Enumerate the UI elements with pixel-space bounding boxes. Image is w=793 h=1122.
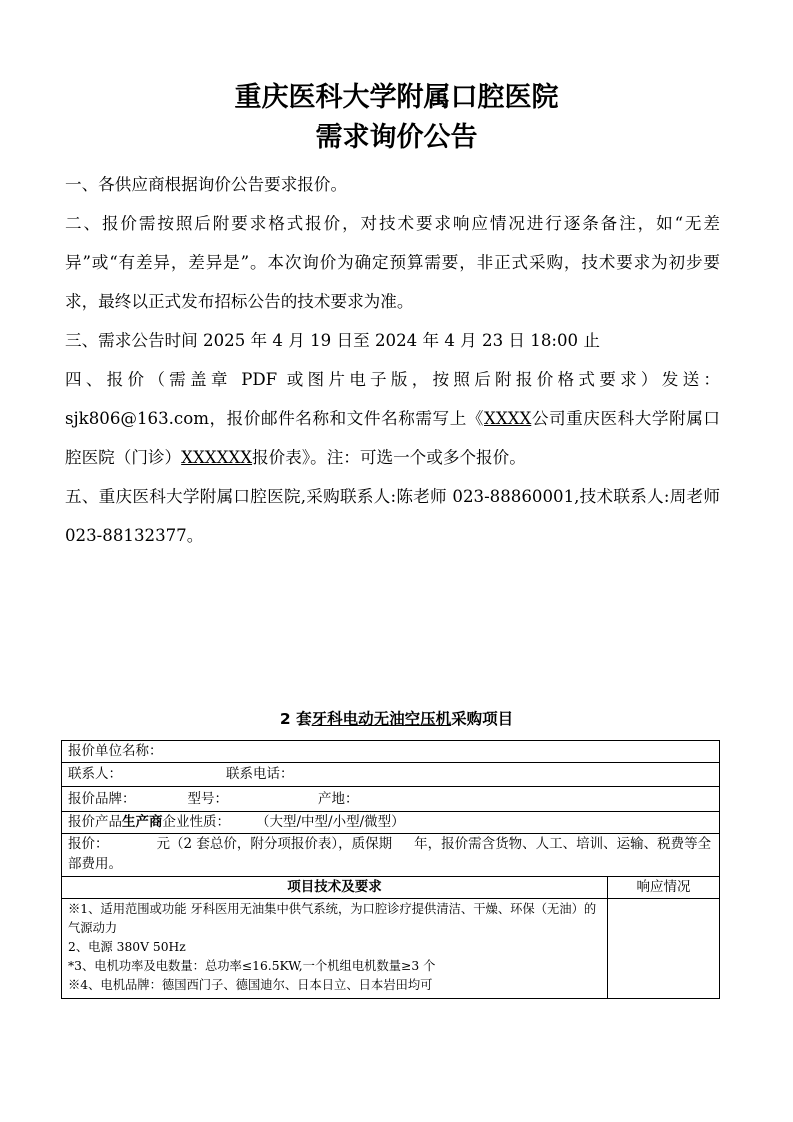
nature-suffix: 企业性质： xyxy=(162,814,230,830)
form-row-price xyxy=(62,834,719,877)
brand-label: 报价品牌： xyxy=(68,791,136,807)
requirement-item: 2、电源 380V 50Hz xyxy=(68,940,186,954)
nature-options: （大型/中型/小型/微型） xyxy=(256,814,405,830)
nature-bold: 生产商 xyxy=(122,814,163,830)
requirements-column xyxy=(62,877,608,998)
price-text-a: 元（2 套总价，附分项报价表），质保期 xyxy=(156,836,393,852)
hospital-title: 重庆医科大学附属口腔医院 xyxy=(234,82,559,113)
paragraph-4 xyxy=(65,360,720,477)
paragraph-2: 二、报价需按照后附要求格式报价，对技术要求响应情况进行逐条备注，如“无差异”或“有差异，差异是”。本次询价为确定预算需要，非正式采购，技术要求为初步要求，最终以正式发布招标公告的技术要求为准。 xyxy=(65,214,720,311)
item-placeholder: XXXXXX xyxy=(181,448,253,467)
form-row-contact xyxy=(62,763,719,787)
response-header: 响应情况 xyxy=(608,877,719,899)
project-title xyxy=(0,707,793,731)
company-placeholder: XXXX xyxy=(484,409,532,428)
origin-label: 产地： xyxy=(318,791,359,807)
paragraph-3: 三、需求公告时间 2025 年 4 月 19 日至 2024 年 4 月 23 日 18:00 止 xyxy=(65,331,600,350)
paragraph-1: 一、各供应商根据询价公告要求报价。 xyxy=(65,175,348,194)
project-title-product: 牙科电动无油空压机 xyxy=(311,710,452,728)
requirements-list xyxy=(62,899,607,998)
form-row-brand xyxy=(62,787,719,812)
nature-prefix: 报价产品 xyxy=(68,814,122,830)
unit-name-label: 报价单位名称： xyxy=(68,743,163,759)
requirement-item: *3、电机功率及电数量：总功率≤16.5KW,一个机组电机数量≥3 个 xyxy=(68,959,436,973)
requirement-item: ※1、适用范围或功能 牙科医用无油集中供气系统，为口腔诊疗提供清洁、干燥、环保（无油）的气源动力 xyxy=(68,902,597,935)
project-title-suffix: 采购项目 xyxy=(451,710,514,728)
price-text-b: 年，报价需含货物、人工、培训、运输、税费等全部费用。 xyxy=(68,836,712,872)
paragraph-4-text-b: 公司重庆医科大学附属口腔医院（门诊） xyxy=(65,409,720,467)
form-row-nature xyxy=(62,812,719,834)
requirements-header: 项目技术及要求 xyxy=(62,877,607,899)
paragraph-5: 五、重庆医科大学附属口腔医院,采购联系人:陈老师 023-88860001,技术联系人:周老师 023-88132377。 xyxy=(65,487,720,545)
form-row-unit xyxy=(62,741,719,763)
quote-form xyxy=(61,740,720,999)
price-label: 报价： xyxy=(68,836,109,852)
paragraph-4-text-a: 四、报价（需盖章 PDF 或图片电子版，按照后附报价格式要求）发送：sjk806@163.com，报价邮件名称和文件名称需写上《 xyxy=(65,370,720,428)
project-title-prefix: 2 套 xyxy=(279,710,312,728)
requirements-table xyxy=(62,877,719,998)
paragraph-4-text-c: 报价表》。注：可选一个或多个报价。 xyxy=(252,448,526,467)
response-column xyxy=(608,877,719,998)
contact-label: 联系人： xyxy=(68,766,122,782)
requirement-item: ※4、电机品牌：德国西门子、德国迪尔、日本日立、日本岩田均可 xyxy=(68,978,433,992)
notice-title: 需求询价公告 xyxy=(315,122,478,153)
phone-label: 联系电话： xyxy=(226,766,294,782)
model-label: 型号： xyxy=(187,791,228,807)
